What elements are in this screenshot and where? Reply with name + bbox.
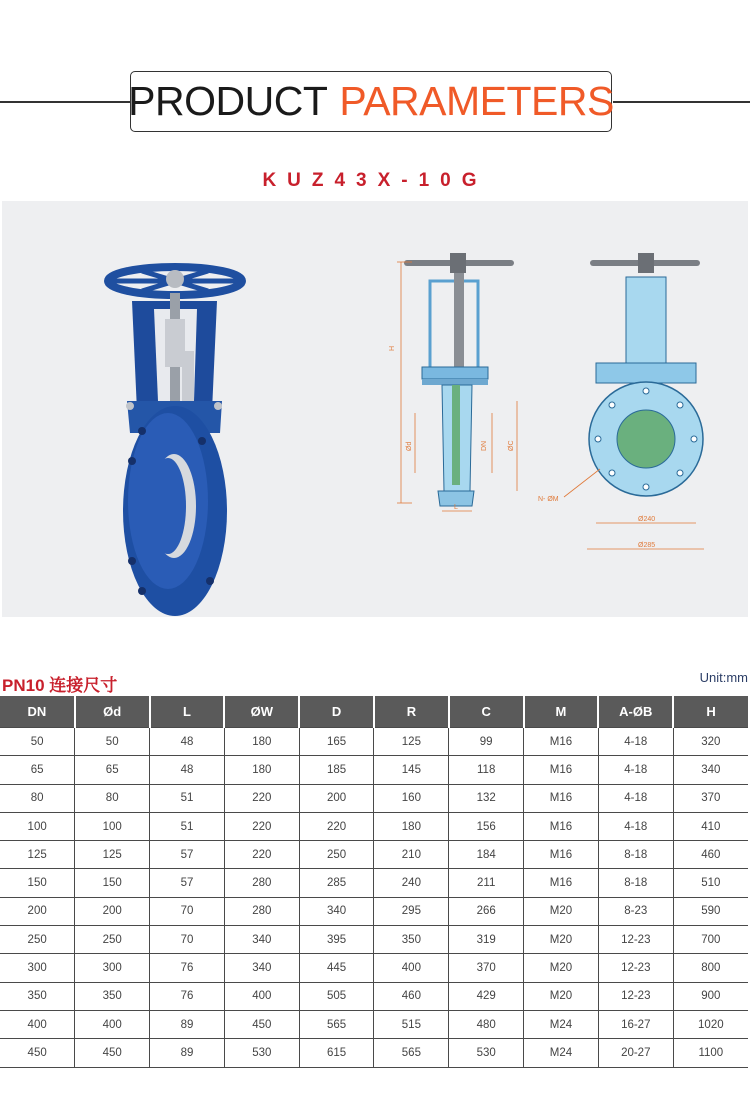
table-cell: 250 xyxy=(0,926,75,954)
table-cell: M24 xyxy=(524,1010,599,1038)
table-row xyxy=(0,869,748,897)
model-number: KUZ43X-10G xyxy=(262,170,488,191)
table-cell: 370 xyxy=(673,784,748,812)
title-part2: PARAMETERS xyxy=(339,78,614,124)
table-row xyxy=(0,954,748,982)
column-header: D xyxy=(299,696,374,728)
table-cell: 300 xyxy=(75,954,150,982)
table-cell: M16 xyxy=(524,784,599,812)
table-cell: 57 xyxy=(150,869,225,897)
table-cell: 4-18 xyxy=(598,728,673,756)
dim-l-label: L xyxy=(454,504,458,511)
table-cell: 1020 xyxy=(673,1010,748,1038)
table-row xyxy=(0,982,748,1010)
dim-dn-label: DN xyxy=(481,440,488,451)
table-row xyxy=(0,1010,748,1038)
table-cell: 340 xyxy=(673,756,748,784)
valve-render xyxy=(108,267,242,616)
table-cell: 80 xyxy=(75,784,150,812)
table-cell: 250 xyxy=(299,841,374,869)
table-cell: 200 xyxy=(299,784,374,812)
table-row xyxy=(0,728,748,756)
table-cell: 4-18 xyxy=(598,784,673,812)
table-cell: 50 xyxy=(75,728,150,756)
table-cell: 145 xyxy=(374,756,449,784)
table-cell: 220 xyxy=(224,784,299,812)
table-cell: 156 xyxy=(449,812,524,840)
table-cell: 51 xyxy=(150,784,225,812)
table-cell: 184 xyxy=(449,841,524,869)
table-cell: 395 xyxy=(299,926,374,954)
table-cell: 460 xyxy=(673,841,748,869)
dim-d-label: Ød xyxy=(406,441,413,451)
table-cell: 70 xyxy=(150,926,225,954)
table-cell: 250 xyxy=(75,926,150,954)
table-cell: 180 xyxy=(224,728,299,756)
table-cell: 99 xyxy=(449,728,524,756)
table-cell: 51 xyxy=(150,812,225,840)
table-cell: 65 xyxy=(75,756,150,784)
table-cell: 160 xyxy=(374,784,449,812)
table-cell: 125 xyxy=(75,841,150,869)
table-cell: M16 xyxy=(524,728,599,756)
table-cell: M16 xyxy=(524,869,599,897)
table-cell: 76 xyxy=(150,982,225,1010)
table-cell: 8-18 xyxy=(598,869,673,897)
table-row xyxy=(0,784,748,812)
table-cell: 211 xyxy=(449,869,524,897)
table-cell: 12-23 xyxy=(598,982,673,1010)
dim-240-label: Ø240 xyxy=(638,516,656,523)
column-header: R xyxy=(374,696,449,728)
table-cell: 340 xyxy=(299,897,374,925)
table-cell: 565 xyxy=(299,1010,374,1038)
table-cell: 280 xyxy=(224,869,299,897)
table-cell: 8-23 xyxy=(598,897,673,925)
table-cell: M16 xyxy=(524,841,599,869)
table-cell: 350 xyxy=(374,926,449,954)
table-cell: 445 xyxy=(299,954,374,982)
table-cell: M16 xyxy=(524,812,599,840)
table-cell: 65 xyxy=(0,756,75,784)
table-cell: 295 xyxy=(374,897,449,925)
table-cell: 400 xyxy=(374,954,449,982)
table-cell: 132 xyxy=(449,784,524,812)
table-cell: 200 xyxy=(75,897,150,925)
table-cell: 48 xyxy=(150,756,225,784)
table-cell: 240 xyxy=(374,869,449,897)
table-cell: 480 xyxy=(449,1010,524,1038)
column-header: ØW xyxy=(224,696,299,728)
section-drawing xyxy=(389,253,517,511)
table-cell: 70 xyxy=(150,897,225,925)
table-cell: 615 xyxy=(299,1039,374,1067)
table-cell: 220 xyxy=(299,812,374,840)
column-header: Ød xyxy=(75,696,150,728)
table-cell: 210 xyxy=(374,841,449,869)
table-cell: 505 xyxy=(299,982,374,1010)
table-cell: 400 xyxy=(75,1010,150,1038)
column-header: C xyxy=(449,696,524,728)
table-cell: 429 xyxy=(449,982,524,1010)
dim-285-label: Ø285 xyxy=(638,542,656,549)
table-cell: M20 xyxy=(524,954,599,982)
table-cell: 460 xyxy=(374,982,449,1010)
table-row xyxy=(0,841,748,869)
column-header: H xyxy=(673,696,748,728)
table-cell: 285 xyxy=(299,869,374,897)
product-drawing-panel xyxy=(2,201,748,617)
table-cell: 900 xyxy=(673,982,748,1010)
table-cell: 319 xyxy=(449,926,524,954)
table-cell: 266 xyxy=(449,897,524,925)
parameters-table xyxy=(0,696,748,1068)
table-cell: 510 xyxy=(673,869,748,897)
section-title: PN10 连接尺寸 xyxy=(2,676,118,695)
column-header: L xyxy=(150,696,225,728)
header-rule-right xyxy=(613,101,750,103)
table-cell: 12-23 xyxy=(598,926,673,954)
title-part1: PRODUCT xyxy=(128,78,328,124)
table-cell: 89 xyxy=(150,1039,225,1067)
table-header-row xyxy=(0,696,748,728)
front-view-drawing xyxy=(538,253,704,549)
dim-h-label: H xyxy=(389,345,396,351)
table-cell: 150 xyxy=(75,869,150,897)
table-cell: 350 xyxy=(75,982,150,1010)
table-cell: M20 xyxy=(524,982,599,1010)
table-cell: 180 xyxy=(224,756,299,784)
table-cell: 220 xyxy=(224,841,299,869)
table-cell: 700 xyxy=(673,926,748,954)
table-cell: 200 xyxy=(0,897,75,925)
column-header: M xyxy=(524,696,599,728)
table-cell: 590 xyxy=(673,897,748,925)
table-cell: 150 xyxy=(0,869,75,897)
column-header: A-ØB xyxy=(598,696,673,728)
table-cell: 165 xyxy=(299,728,374,756)
table-row xyxy=(0,756,748,784)
table-cell: 515 xyxy=(374,1010,449,1038)
table-cell: 12-23 xyxy=(598,954,673,982)
table-cell: 450 xyxy=(75,1039,150,1067)
table-cell: 100 xyxy=(75,812,150,840)
table-cell: 16-27 xyxy=(598,1010,673,1038)
valve-illustrations xyxy=(2,201,748,617)
table-cell: 118 xyxy=(449,756,524,784)
table-cell: 4-18 xyxy=(598,756,673,784)
table-cell: M20 xyxy=(524,897,599,925)
table-cell: 280 xyxy=(224,897,299,925)
table-cell: 320 xyxy=(673,728,748,756)
table-cell: 800 xyxy=(673,954,748,982)
table-cell: 89 xyxy=(150,1010,225,1038)
table-cell: 400 xyxy=(224,982,299,1010)
table-cell: M24 xyxy=(524,1039,599,1067)
table-cell: 530 xyxy=(224,1039,299,1067)
table-row xyxy=(0,812,748,840)
table-cell: 565 xyxy=(374,1039,449,1067)
table-cell: 125 xyxy=(0,841,75,869)
table-cell: M16 xyxy=(524,756,599,784)
table-row xyxy=(0,1039,748,1067)
table-cell: 340 xyxy=(224,954,299,982)
table-cell: 50 xyxy=(0,728,75,756)
table-row xyxy=(0,926,748,954)
table-cell: 8-18 xyxy=(598,841,673,869)
table-cell: 185 xyxy=(299,756,374,784)
header-rule-left xyxy=(0,101,132,103)
table-cell: 350 xyxy=(0,982,75,1010)
table-cell: 530 xyxy=(449,1039,524,1067)
table-cell: M20 xyxy=(524,926,599,954)
table-cell: 80 xyxy=(0,784,75,812)
table-cell: 450 xyxy=(224,1010,299,1038)
table-cell: 400 xyxy=(0,1010,75,1038)
table-cell: 180 xyxy=(374,812,449,840)
table-cell: 100 xyxy=(0,812,75,840)
table-cell: 300 xyxy=(0,954,75,982)
table-cell: 125 xyxy=(374,728,449,756)
table-cell: 1100 xyxy=(673,1039,748,1067)
dim-c-label: ØC xyxy=(508,440,515,451)
table-cell: 57 xyxy=(150,841,225,869)
table-body xyxy=(0,728,748,1068)
table-cell: 76 xyxy=(150,954,225,982)
table-cell: 370 xyxy=(449,954,524,982)
dim-nm-label: N- ØM xyxy=(538,496,559,503)
table-row xyxy=(0,897,748,925)
table-cell: 450 xyxy=(0,1039,75,1067)
table-cell: 4-18 xyxy=(598,812,673,840)
table-cell: 340 xyxy=(224,926,299,954)
table-cell: 410 xyxy=(673,812,748,840)
table-cell: 48 xyxy=(150,728,225,756)
column-header: DN xyxy=(0,696,75,728)
table-cell: 220 xyxy=(224,812,299,840)
unit-label: Unit:mm xyxy=(699,670,748,685)
table-cell: 20-27 xyxy=(598,1039,673,1067)
page-title xyxy=(130,71,612,132)
